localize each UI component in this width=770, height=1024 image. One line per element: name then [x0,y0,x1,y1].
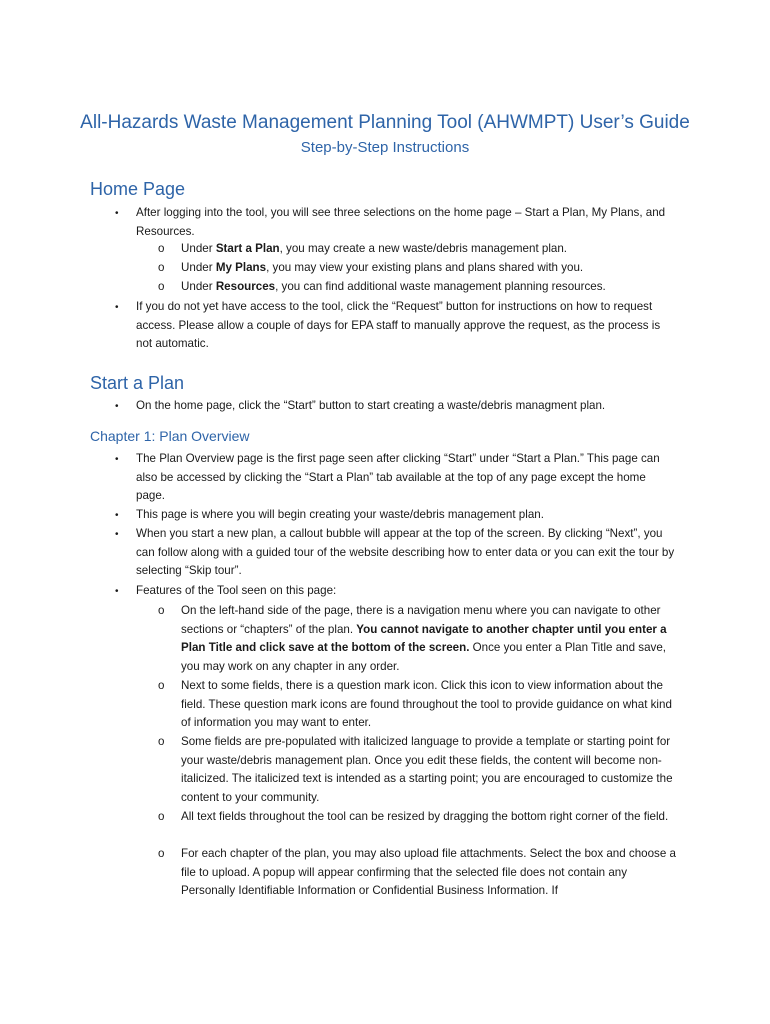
bullet-marker: • [115,529,119,540]
chapter1-bullet-callout: When you start a new plan, a callout bubble will appear at the top of the screen. By clicking “Next”, you can follow along with a guided tour of the website describing how to enter data or you can exit the tour by selecting “Skip tour”. [136,527,675,578]
home-sub-resources: Under Resources, you can find additional waste management planning resources. [181,280,606,293]
document-title: All-Hazards Waste Management Planning Tool (AHWMPT) User’s Guide [80,112,690,133]
feature-navigation-menu: On the left-hand side of the page, there is a navigation menu where you can navigate to other sections or “chapters” of the plan. You cannot navigate to another chapter until you enter a Plan Title and click save at the bottom of the screen. Once you enter a Plan Title and save, you may work on any chapter in any order. [181,604,667,674]
sub-bullet-marker: o [158,280,165,293]
feature-question-mark: Next to some fields, there is a question mark icon. Click this icon to view information about the field. These question mark icons are found throughout the tool to provide guidance on what kind of information you may want to enter. [181,679,672,730]
chapter1-bullet-features: Features of the Tool seen on this page: [136,584,337,597]
feature-resizable-fields: All text fields throughout the tool can be resized by dragging the bottom right corner of the field. [181,810,669,823]
sub-bullet-marker: o [158,847,165,860]
feature-file-attachments: For each chapter of the plan, you may also upload file attachments. Select the box and choose a file to upload. A popup will appear confirming that the selected file does not contain any Personally Identifiable Information or Confidential Business Information. If [181,847,676,898]
sub-bullet-marker: o [158,735,165,748]
heading-start-a-plan: Start a Plan [90,373,185,393]
sub-bullet-marker: o [158,679,165,692]
feature-prepopulated-fields: Some fields are pre-populated with italicized language to provide a template or starting point for your waste/debris management plan. Once you edit these fields, the content will become non-italicized. The italicized text is intended as a starting point; you are encouraged to customize the content to your community. [181,735,673,805]
start-bullet: On the home page, click the “Start” button to start creating a waste/debris managment plan. [136,399,606,412]
sub-bullet-marker: o [158,261,165,274]
bullet-marker: • [115,510,119,521]
chapter1-bullet-begin-creating: This page is where you will begin creating your waste/debris management plan. [136,508,544,521]
chapter1-bullet-overview-page: The Plan Overview page is the first page seen after clicking “Start” under “Start a Plan.” This page can also be accessed by clicking the “Start a Plan” tab available at the top of any page except the home page. [136,452,660,503]
heading-chapter-1: Chapter 1: Plan Overview [90,428,250,444]
home-bullet-selections: After logging into the tool, you will see three selections on the home page – Start a Plan, My Plans, and Resources. [136,206,666,238]
sub-bullet-marker: o [158,604,165,617]
bullet-marker: • [115,208,119,219]
bullet-marker: • [115,586,119,597]
home-bullet-request-access: If you do not yet have access to the tool, click the “Request” button for instructions on how to request access. Please allow a couple of days for EPA staff to manually approve the request, as the process is not automatic. [136,300,661,351]
sub-bullet-marker: o [158,810,165,823]
heading-home-page: Home Page [90,179,186,199]
document-subtitle: Step-by-Step Instructions [300,139,470,156]
bullet-marker: • [115,302,119,313]
home-sub-start-a-plan: Under Start a Plan, you may create a new waste/debris management plan. [181,242,568,255]
bullet-marker: • [115,401,119,412]
home-sub-my-plans: Under My Plans, you may view your existing plans and plans shared with you. [181,261,584,274]
sub-bullet-marker: o [158,242,165,255]
bullet-marker: • [115,454,119,465]
